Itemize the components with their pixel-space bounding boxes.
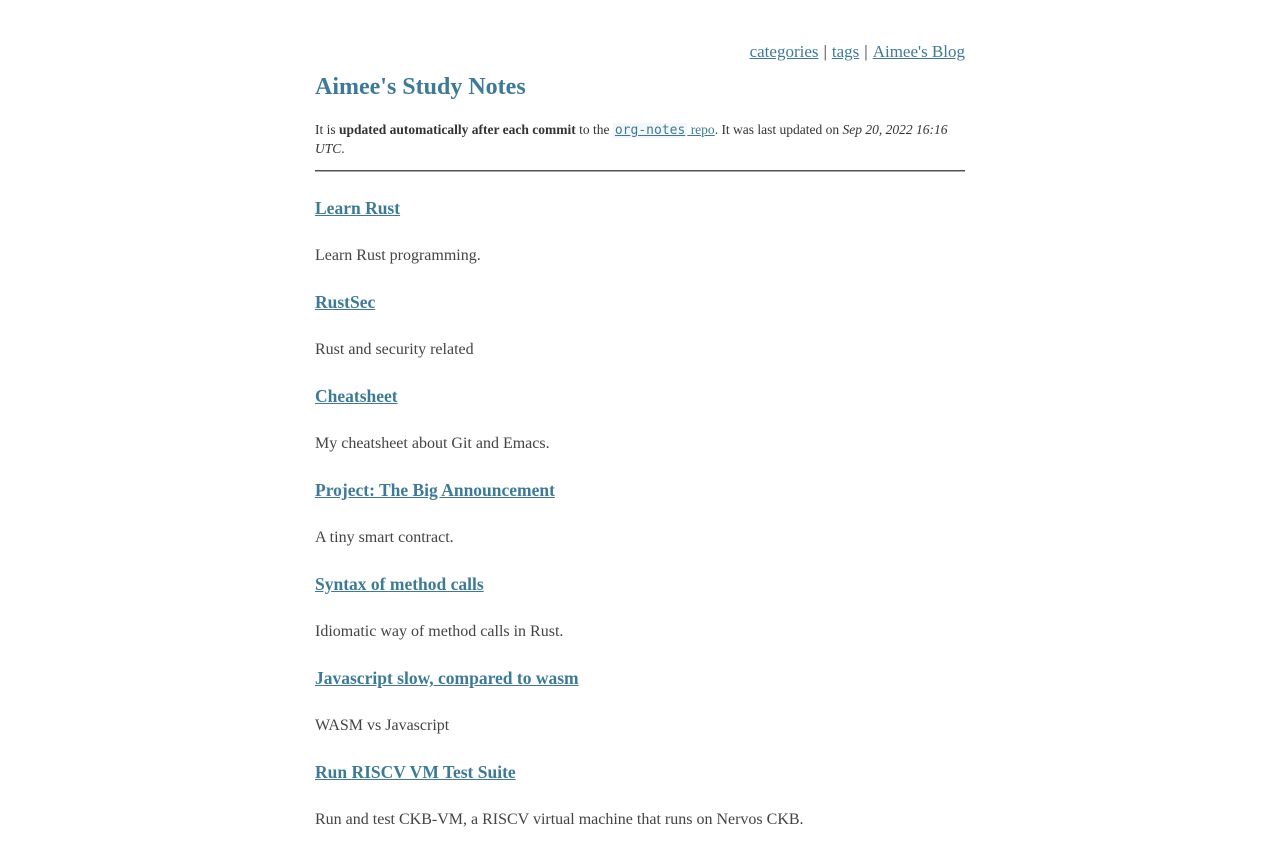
intro-text-suffix: . — [341, 141, 345, 156]
page-title: Aimee's Study Notes — [315, 74, 526, 100]
post-description: Rust and security related — [315, 341, 474, 358]
nav-link-tags[interactable]: tags — [831, 42, 860, 61]
org-notes-repo-link[interactable] — [613, 122, 715, 137]
divider — [315, 170, 965, 172]
repo-link-text: repo — [687, 122, 715, 137]
org-notes-code: org-notes — [614, 123, 686, 138]
post-entry — [315, 385, 965, 454]
intro-text-middle: to the — [575, 122, 613, 137]
intro-text-prefix: It is — [315, 122, 340, 137]
post-title-link[interactable]: Syntax of method calls — [315, 574, 484, 594]
intro-text-after: . It was last updated on — [714, 122, 843, 137]
post-entry — [315, 761, 965, 830]
post-description: Run and test CKB-VM, a RISCV virtual machine that runs on Nervos CKB. — [315, 811, 804, 828]
post-description: WASM vs Javascript — [315, 717, 450, 734]
post-title-link[interactable]: Javascript slow, compared to wasm — [315, 668, 579, 688]
post-entry — [315, 291, 965, 360]
post-description: A tiny smart contract. — [315, 529, 454, 546]
post-title-link[interactable]: Cheatsheet — [315, 386, 398, 406]
post-description: My cheatsheet about Git and Emacs. — [315, 435, 550, 452]
page-container — [315, 42, 965, 830]
post-description: Idiomatic way of method calls in Rust. — [315, 623, 564, 640]
post-title — [315, 761, 965, 784]
intro-paragraph — [315, 121, 965, 158]
last-updated-date: Sep 20, 2022 16:16 UTC — [315, 122, 948, 156]
post-title — [315, 385, 965, 408]
nav-separator: | — [823, 42, 827, 61]
nav-separator: | — [864, 42, 868, 61]
post-description: Learn Rust programming. — [315, 247, 481, 264]
post-title — [315, 291, 965, 314]
nav-link-categories[interactable]: categories — [749, 42, 819, 61]
top-nav — [315, 42, 965, 61]
post-title-link[interactable]: Run RISCV VM Test Suite — [315, 762, 516, 782]
post-title — [315, 573, 965, 596]
post-title — [315, 197, 965, 220]
post-title-link[interactable]: Project: The Big Announcement — [315, 480, 555, 500]
post-entry — [315, 197, 965, 266]
post-title-link[interactable]: RustSec — [315, 292, 376, 312]
post-title — [315, 667, 965, 690]
post-title — [315, 479, 965, 502]
post-list — [315, 197, 965, 830]
post-entry — [315, 479, 965, 548]
post-title-link[interactable]: Learn Rust — [315, 198, 401, 218]
intro-bold-text: updated automatically after each commit — [339, 122, 576, 137]
nav-link-aimees-blog[interactable]: Aimee's Blog — [872, 42, 965, 61]
post-entry — [315, 667, 965, 736]
post-entry — [315, 573, 965, 642]
